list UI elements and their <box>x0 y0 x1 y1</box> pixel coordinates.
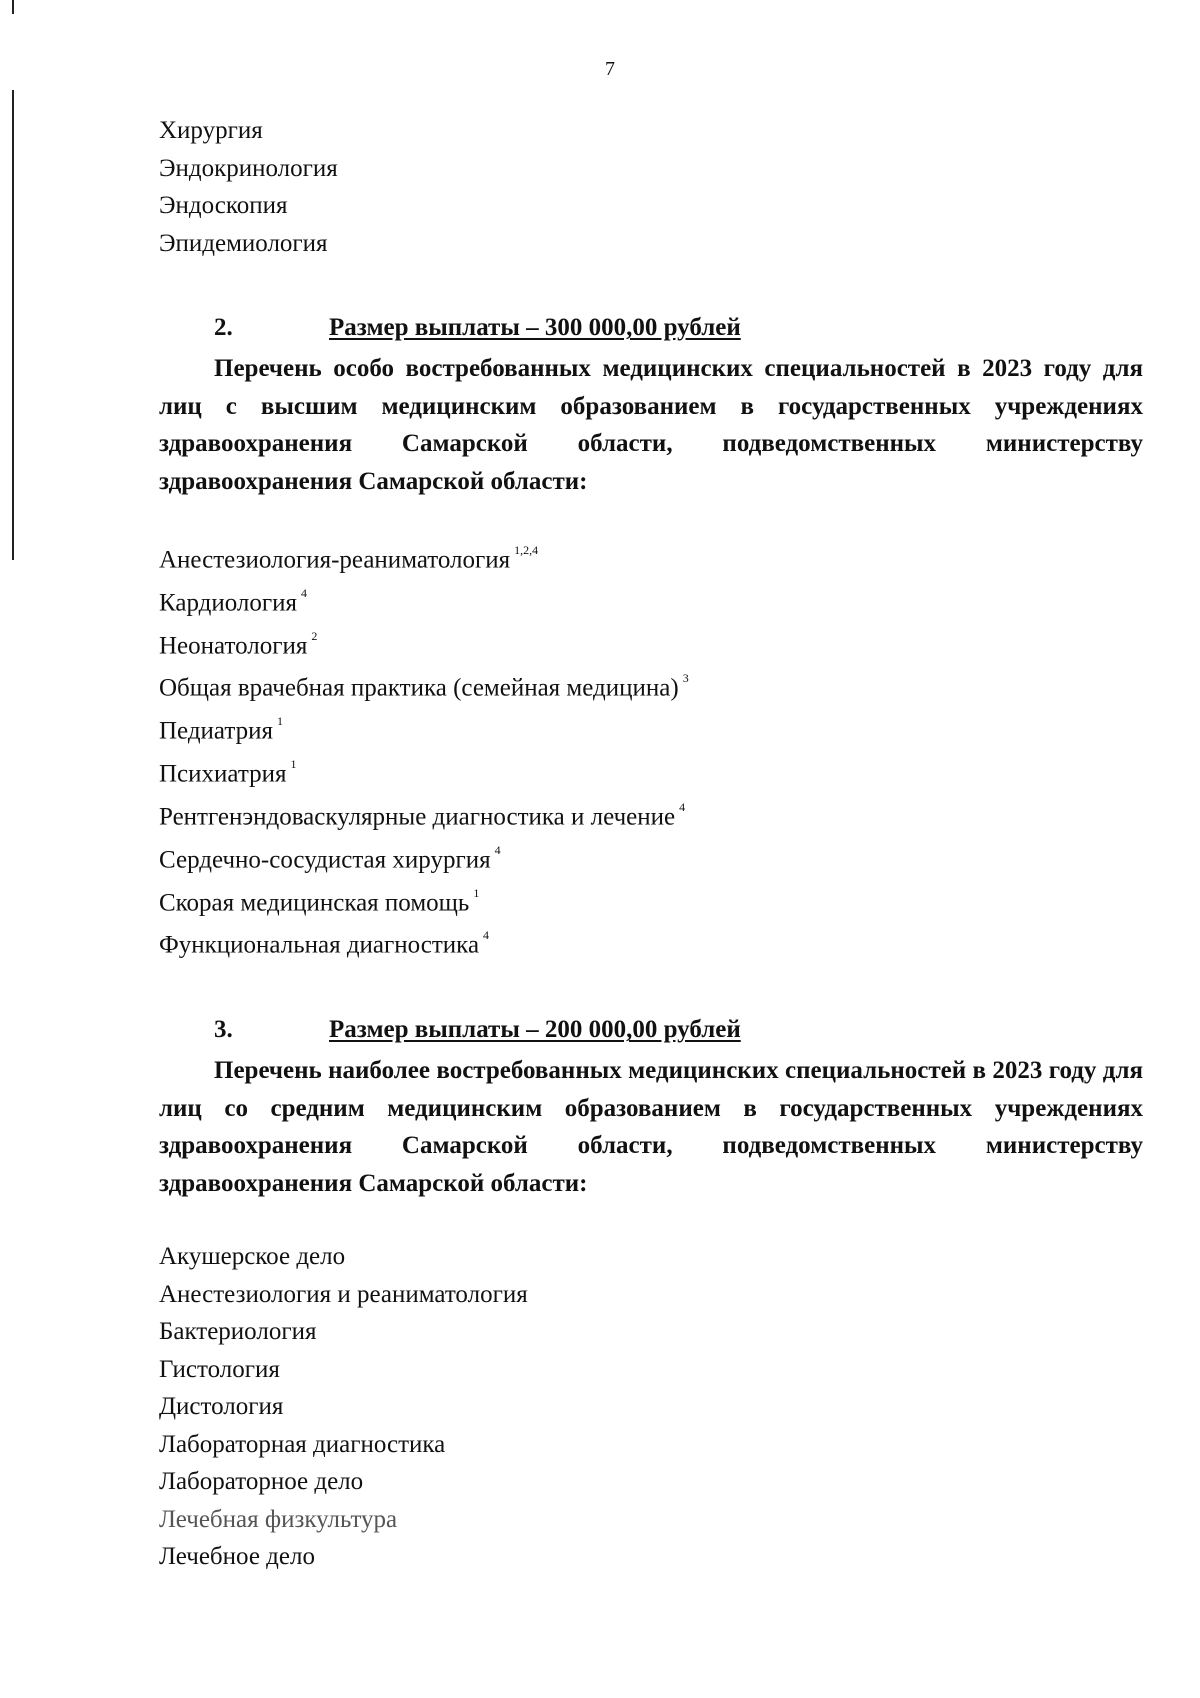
list-item: Лабораторная диагностика <box>159 1430 446 1458</box>
page-number: 7 <box>605 58 615 80</box>
scan-margin-mark-top <box>12 0 14 14</box>
list-item: Функциональная диагностика $^4$ <box>159 928 490 959</box>
section-2-intro: Перечень особо востребованных медицинских специальностей в 2023 году для лиц с высшим медицинским образованием в государственных учреждениях здравоохранения Самарской области, подведомственных министерству здравоохранения Самарской области: <box>159 355 1143 495</box>
list-item: Гистология <box>159 1355 280 1383</box>
list-item: Лечебное дело <box>159 1543 315 1571</box>
list-item: Эпидемиология <box>159 229 328 257</box>
list-item: Сердечно-сосудистая хирургия $^4$ <box>159 842 501 874</box>
list-item: Анестезиология и реаниматология <box>159 1280 528 1308</box>
section-3-title: Размер выплаты – 200 000,00 рублей <box>329 1016 741 1044</box>
section-2-number: 2. <box>214 314 233 341</box>
scan-margin-mark <box>12 90 14 560</box>
section-2-specialty-list <box>159 536 1143 964</box>
section-3-number: 3. <box>214 1016 233 1044</box>
list-item: Педиатрия $^1$ <box>159 714 283 745</box>
list-item: Эндоскопия <box>159 192 288 219</box>
section-2-heading <box>159 310 1143 346</box>
list-item: Бактериология <box>159 1318 317 1346</box>
section-3-intro: Перечень наиболее востребованных медицинских специальностей в 2023 году для лиц со средним медицинским образованием в государственных учреждениях здравоохранения Самарской области, подведомственных министерству здравоохранения Самарской области: <box>159 1057 1143 1197</box>
list-item: Рентгенэндоваскулярные диагностика и лечение $^4$ <box>159 799 686 831</box>
document-body <box>159 112 1143 1576</box>
list-item: Лабораторное дело <box>159 1468 364 1496</box>
list-item: Хирургия <box>159 117 263 144</box>
section-2-title: Размер выплаты – 300 000,00 рублей <box>329 314 741 341</box>
list-item: Кардиология $^4$ <box>159 585 307 617</box>
list-item: Скорая медицинская помощь $^1$ <box>159 885 480 916</box>
list-item: Акушерское дело <box>159 1243 346 1271</box>
list-item: Анестезиология-реаниматология $^{1,2,4}$ <box>159 543 539 574</box>
list-item: Лечебная физкультура <box>159 1505 398 1533</box>
list-item: Неонатология $^2$ <box>159 628 318 659</box>
list-item: Психиатрия $^1$ <box>159 757 297 788</box>
list-item: Общая врачебная практика (семейная медицина) $^3$ <box>159 671 689 702</box>
section-3-specialty-list <box>159 1238 1143 1576</box>
list-item: Эндокринология <box>159 154 338 182</box>
list-item: Дистология <box>159 1393 284 1421</box>
section-3-heading <box>159 1012 1143 1048</box>
specialty-list-continued <box>159 112 1143 262</box>
